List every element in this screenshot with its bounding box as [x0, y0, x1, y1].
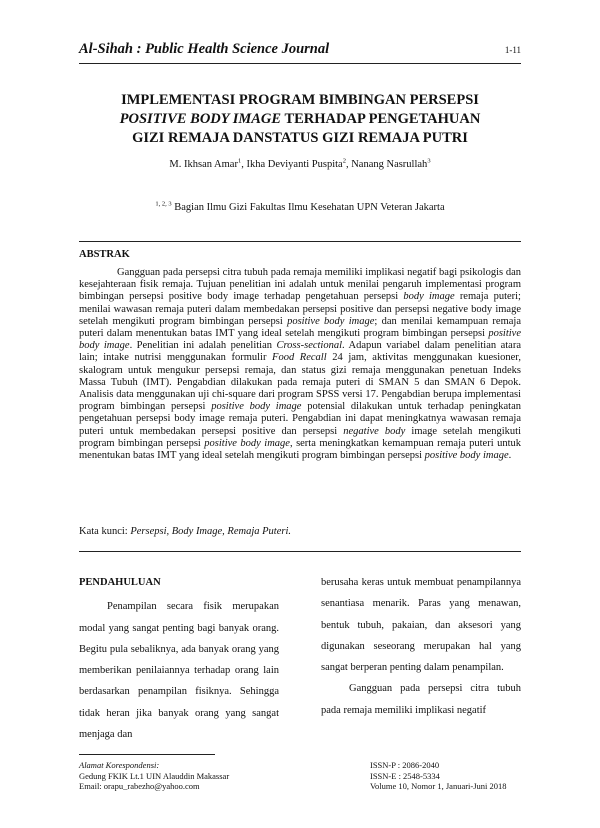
author-3-sup: 3: [427, 157, 431, 165]
correspondence-label-text: Alamat Korespondensi:: [79, 760, 160, 770]
title-line-3: GIZI REMAJA DANSTATUS GIZI REMAJA PUTRI: [132, 130, 468, 146]
correspondence: [79, 760, 229, 792]
title-line-2-rest: TERHADAP PENGETAHUAN: [281, 111, 481, 127]
journal-title: Al-Sihah : Public Health Science Journal: [79, 41, 330, 57]
correspondence-address: Gedung FKIK Lt.1 UIN Alauddin Makassar: [79, 770, 230, 781]
volume-info: Volume 10, Nomor 1, Januari-Juni 2018: [370, 781, 507, 791]
abstract-text: potensial dilakukan untuk terhadap peningkatan pengetahuan persepsi body image remaja puteri. Pengabdian ini dapat meningkatnya wawasan remaja puteri untuk membedakan persepsi positive dan persepsi: [79, 401, 521, 437]
abstract-text: remaja puteri; menilai wawasan remaja puteri dalam membedakan persepsi positive dan persepsi negative body image setelah mengikuti program bimbingan persepsi: [79, 291, 521, 327]
issn-info: [370, 760, 507, 792]
affiliation: [60, 202, 540, 213]
abstract-italic: Food Recall: [272, 352, 327, 364]
intro-paragraph-1-cont: berusaha keras untuk membuat penampilannya senantiasa menarik. Paras yang menawan, bentuk tubuh, pakaian, dan aksesori yang digunakan seseorang merupakan hal yang sangat berperan penting dalam penampilan.: [321, 577, 521, 674]
abstract-italic: body image: [403, 291, 455, 303]
intro-paragraph-2: [321, 678, 521, 721]
keywords-value: Persepsi, Body Image, Remaja Puteri.: [130, 526, 291, 537]
abstract-text: . Penelitian ini adalah penelitian: [129, 340, 277, 352]
author-list: [60, 159, 540, 170]
paragraph-text: Gangguan pada persepsi citra tubuh pada remaja memiliki implikasi negatif: [321, 683, 521, 716]
abstract-italic: positive body image: [287, 315, 375, 327]
abstract-text: , serta meningkatkan kemampuan remaja puteri untuk menentukan batas IMT yang ideal setelah mengikuti program bimbingan persepsi: [79, 437, 521, 462]
abstract-italic: positive body image: [79, 328, 521, 352]
abstract-top-rule: [79, 241, 521, 242]
title-line-2: [60, 110, 540, 129]
author-3: , Nanang Nasrullah: [345, 159, 428, 170]
page-range: 1-11: [504, 45, 521, 55]
column-left: [79, 572, 279, 745]
issn-print: ISSN-P : 2086-2040: [370, 760, 440, 770]
footer-rule: [79, 754, 215, 755]
paper-title: [60, 91, 540, 148]
keywords-label: Kata kunci:: [79, 526, 131, 537]
affiliation-sup: 1, 2, 3: [155, 200, 172, 208]
header-divider: [79, 63, 521, 64]
abstract-italic: positive body image: [424, 450, 509, 462]
abstract-italic: Cross-sectional: [276, 340, 343, 352]
abstract-body: [79, 267, 521, 462]
abstract-bottom-rule: [79, 551, 521, 552]
correspondence-email: Email: orapu_rabezho@yahoo.com: [79, 781, 200, 791]
abstract-text: . Adapun variabel dalam penelitian atara lain; intake nutrisi menggunakan formulir: [79, 340, 521, 364]
author-2: , Ikha Deviyanti Puspita: [241, 159, 343, 170]
author-2-sup: 2: [342, 157, 346, 165]
author-1-sup: 1: [237, 157, 242, 165]
paragraph-text: Penampilan secara fisik merupakan modal yang sangat penting bagi banyak orang. Begitu pula sebaliknya, ada banyak orang yang memberikan penilaiannya terhadap orang lain berdasarkan penampilan fisiknya. Sehingga tidak heran jika banyak orang yang sangat menjaga dan: [79, 601, 279, 741]
affiliation-text: Bagian Ilmu Gizi Fakultas Ilmu Kesehatan UPN Veteran Jakarta: [171, 202, 445, 213]
abstract-italic: positive body image: [204, 437, 290, 449]
title-italic: POSITIVE BODY IMAGE: [119, 111, 282, 127]
title-line-1: IMPLEMENTASI PROGRAM BIMBINGAN PERSEPSI: [121, 92, 479, 108]
issn-electronic: ISSN-E : 2548-5334: [370, 770, 440, 781]
abstract-text: ; dan menilai kemampuan remaja puteri dalam menentukan batas IMT yang ideal setelah mengikuti program bimbingan persepsi: [79, 315, 521, 340]
intro-paragraph-1: [79, 596, 279, 745]
abstract-italic: positive body image: [211, 401, 302, 413]
section-heading: PENDAHULUAN: [79, 577, 161, 588]
author-1: M. Ikhsan Amar: [169, 159, 238, 170]
column-right: [321, 572, 521, 721]
keywords: [79, 526, 291, 537]
abstract-italic: negative body: [343, 425, 406, 437]
abstract-text: 24 jam, aktivitas menggunakan kuesioner, skalogram untuk mengukur persepsi remaja, dan status gizi remaja menggunakan penetuan Indeks Massa Tubuh (IMT). Pengabdian dilakukan pada remaja puteri di SMAN 5 dan SMAN 6 Depok. Analisis data menggunakan uji chi-square dari program SPSS versi 17. Pengabdian berupa implementasi program bimbingan persepsi: [79, 352, 522, 413]
abstract-heading: ABSTRAK: [79, 249, 130, 260]
abstract-text: image setelah mengikuti program bimbingan persepsi: [79, 425, 522, 449]
correspondence-label: [79, 760, 229, 771]
abstract-text: .: [508, 450, 512, 462]
abstract-text: Gangguan pada persepsi citra tubuh pada remaja memiliki implikasi negatif bagi psikologis dan kesejahteraan fisik remaja. Tujuan penelitian ini adalah untuk menilai pengaruh implementasi program bimbingan persepsi positive body image terhadap pengetahuan persepsi: [79, 267, 521, 303]
